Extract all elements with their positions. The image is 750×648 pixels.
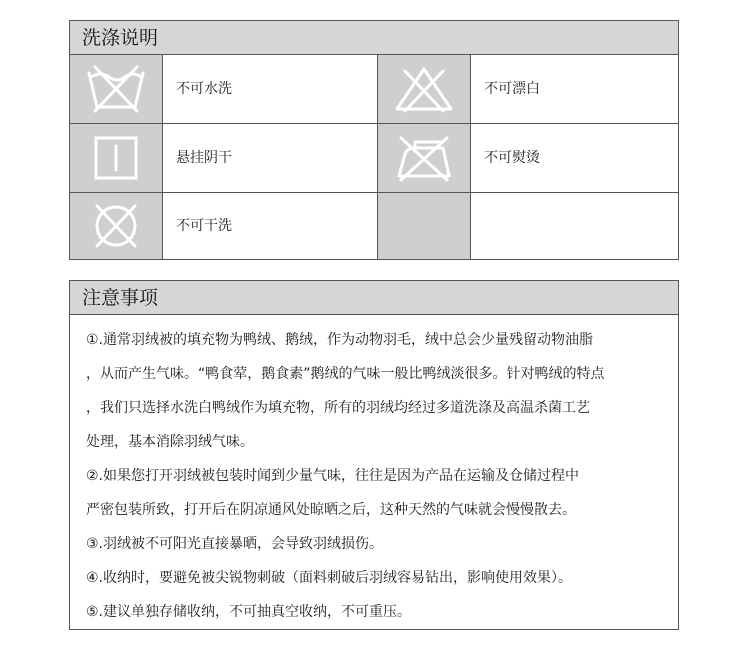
care-notes-body (70, 315, 678, 629)
washing-instructions-panel (69, 20, 679, 260)
wash-label: 悬挂阴干 (163, 124, 378, 193)
no-dry-clean-icon (70, 193, 163, 259)
care-note-line: ②.如果您打开羽绒被包装时闻到少量气味，往往是因为产品在运输及仓储过程中 (86, 468, 579, 484)
care-note-line: ，从而产生气味。“鸭食荤，鹅食素”鹅绒的气味一般比鸭绒淡很多。针对鸭绒的特点 (86, 366, 605, 382)
care-notes-title: 注意事项 (70, 281, 678, 315)
care-note-line: ①.通常羽绒被的填充物为鸭绒、鹅绒，作为动物羽毛，绒中总会少量残留动物油脂 (86, 332, 593, 348)
wash-label: 不可熨烫 (471, 124, 678, 193)
no-bleach-icon (378, 55, 471, 124)
care-note-line: 严密包装所致，打开后在阴凉通风处晾晒之后，这种天然的气味就会慢慢散去。 (86, 502, 576, 518)
no-water-wash-icon (70, 55, 163, 124)
care-note-line: ④.收纳时，要避免被尖锐物刺破（面料刺破后羽绒容易钻出，影响使用效果）。 (86, 570, 572, 586)
care-note-line: ⑤.建议单独存储收纳，不可抽真空收纳，不可重压。 (86, 604, 411, 620)
care-symbol-grid (70, 55, 678, 259)
empty-label-cell (471, 193, 678, 259)
wash-label: 不可干洗 (163, 193, 378, 259)
washing-instructions-title: 洗涤说明 (70, 21, 678, 55)
care-notes-panel (69, 280, 679, 630)
empty-symbol-cell (378, 193, 471, 259)
care-note-line: ，我们只选择水洗白鸭绒作为填充物，所有的羽绒均经过多道洗涤及高温杀菌工艺 (86, 400, 590, 416)
line-dry-shade-icon (70, 124, 163, 193)
wash-label: 不可水洗 (163, 55, 378, 124)
care-note-line: ③.羽绒被不可阳光直接暴晒，会导致羽绒损伤。 (86, 536, 383, 552)
care-note-line: 处理，基本消除羽绒气味。 (86, 434, 254, 450)
wash-label: 不可漂白 (471, 55, 678, 124)
no-iron-icon (378, 124, 471, 193)
